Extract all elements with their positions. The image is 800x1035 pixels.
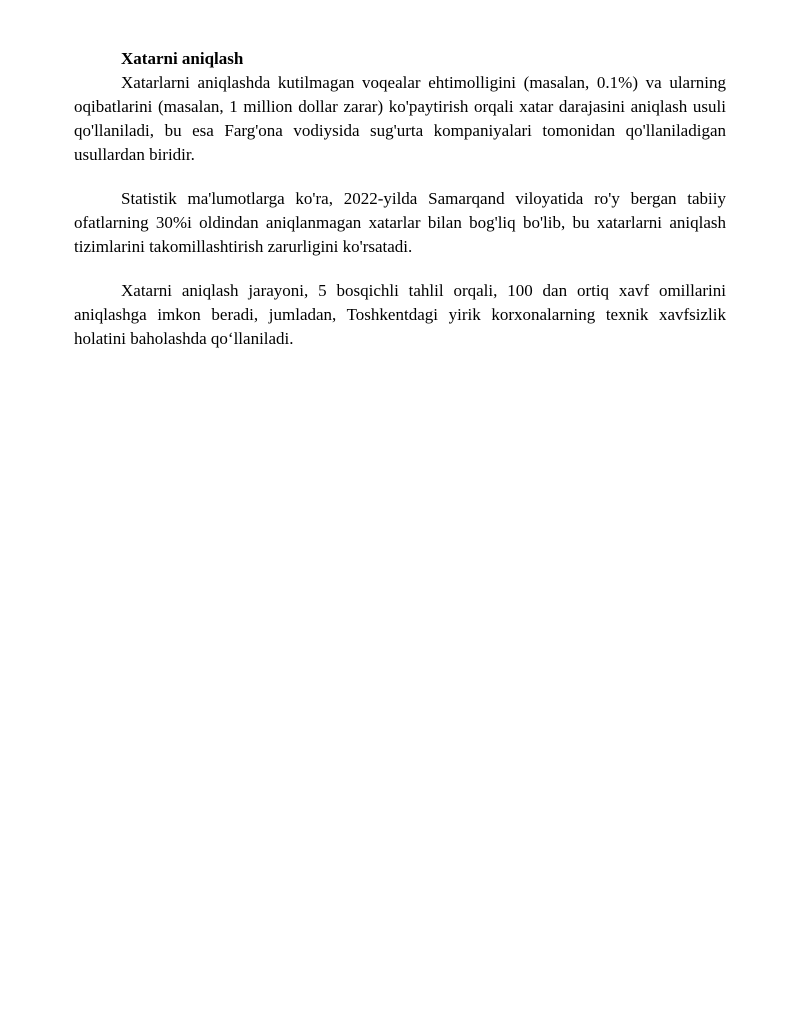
document-page [74, 47, 726, 371]
paragraph-3: Xatarni aniqlash jarayoni, 5 bosqichli tahlil orqali, 100 dan ortiq xavf omillarini aniqlashga imkon beradi, jumladan, Toshkentdagi yirik korxonalarning texnik xavfsizlik holatini baholashda qo‘llaniladi. [74, 281, 726, 348]
paragraph-2: Statistik ma'lumotlarga ko'ra, 2022-yilda Samarqand viloyatida ro'y bergan tabiiy ofatlarning 30%i oldindan aniqlanmagan xatarlar bilan bog'liq bo'lib, bu xatarlarni aniqlash tizimlarini takomillashtirish zarurligini ko'rsatadi. [74, 189, 726, 256]
section-heading: Xatarni aniqlash [121, 49, 244, 68]
paragraph-1: Xatarlarni aniqlashda kutilmagan voqealar ehtimolligini (masalan, 0.1%) va ularning oqibatlarini (masalan, 1 million dollar zarar) ko'paytirish orqali xatar darajasini aniqlash usuli qo'llaniladi, bu esa Farg'ona vodiysida sug'urta kompaniyalari tomonidan qo'llaniladigan usullardan biridir. [74, 73, 726, 164]
